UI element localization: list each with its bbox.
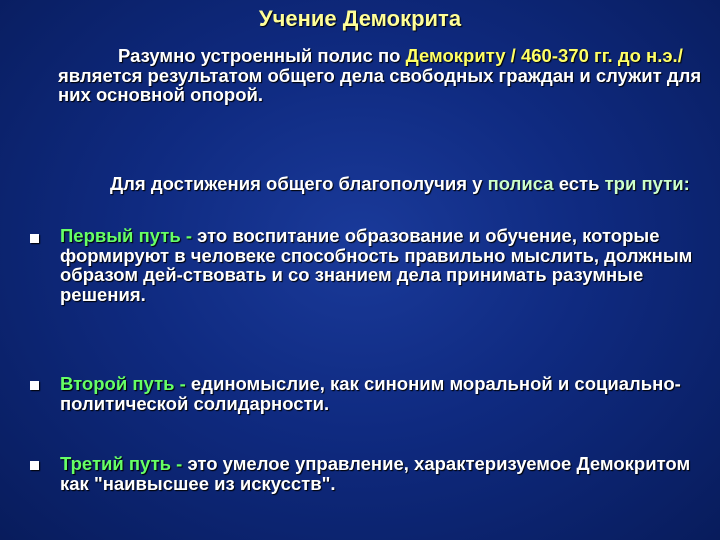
intro-text-part2: является результатом общего дела свободных граждан и служит для них основной опорой.: [58, 64, 702, 105]
intro-highlight: Демокриту / 460-370 гг. до н.э./: [405, 45, 683, 66]
bullet-item-3: [60, 454, 710, 493]
paths-intro-part2: есть: [553, 173, 605, 194]
bullet-marker-1: [30, 234, 39, 243]
bullet-2-lead: Второй путь -: [60, 373, 186, 394]
bullet-3-lead: Третий путь -: [60, 453, 183, 474]
paths-intro-highlight1: полиса: [487, 173, 554, 194]
bullet-item-2: [60, 374, 710, 413]
bullet-3-text: это умелое управление, характеризуемое Демокритом как "наивысшее из искусств".: [60, 453, 691, 494]
slide-title: Учение Демокрита: [258, 6, 462, 31]
bullet-1-text: это воспитание образование и обучение, которые формируют в человеке способность правильно мыслить, должным образом дей-ствовать и со знанием дела принимать разумные решения.: [60, 225, 693, 305]
paths-intro-highlight2: три пути:: [604, 173, 690, 194]
bullet-marker-2: [30, 381, 39, 390]
bullet-marker-3: [30, 461, 39, 470]
intro-text-part1: Разумно устроенный полис по: [118, 45, 406, 66]
paths-intro-part1: Для достижения общего благополучия у: [110, 173, 488, 194]
bullet-1-lead: Первый путь -: [60, 225, 192, 246]
bullet-2-text: единомыслие, как синоним моральной и социально-политической солидарности.: [60, 373, 681, 414]
bullet-item-1: [60, 226, 710, 304]
intro-paragraph: [58, 46, 708, 105]
paths-intro-paragraph: [58, 174, 708, 194]
